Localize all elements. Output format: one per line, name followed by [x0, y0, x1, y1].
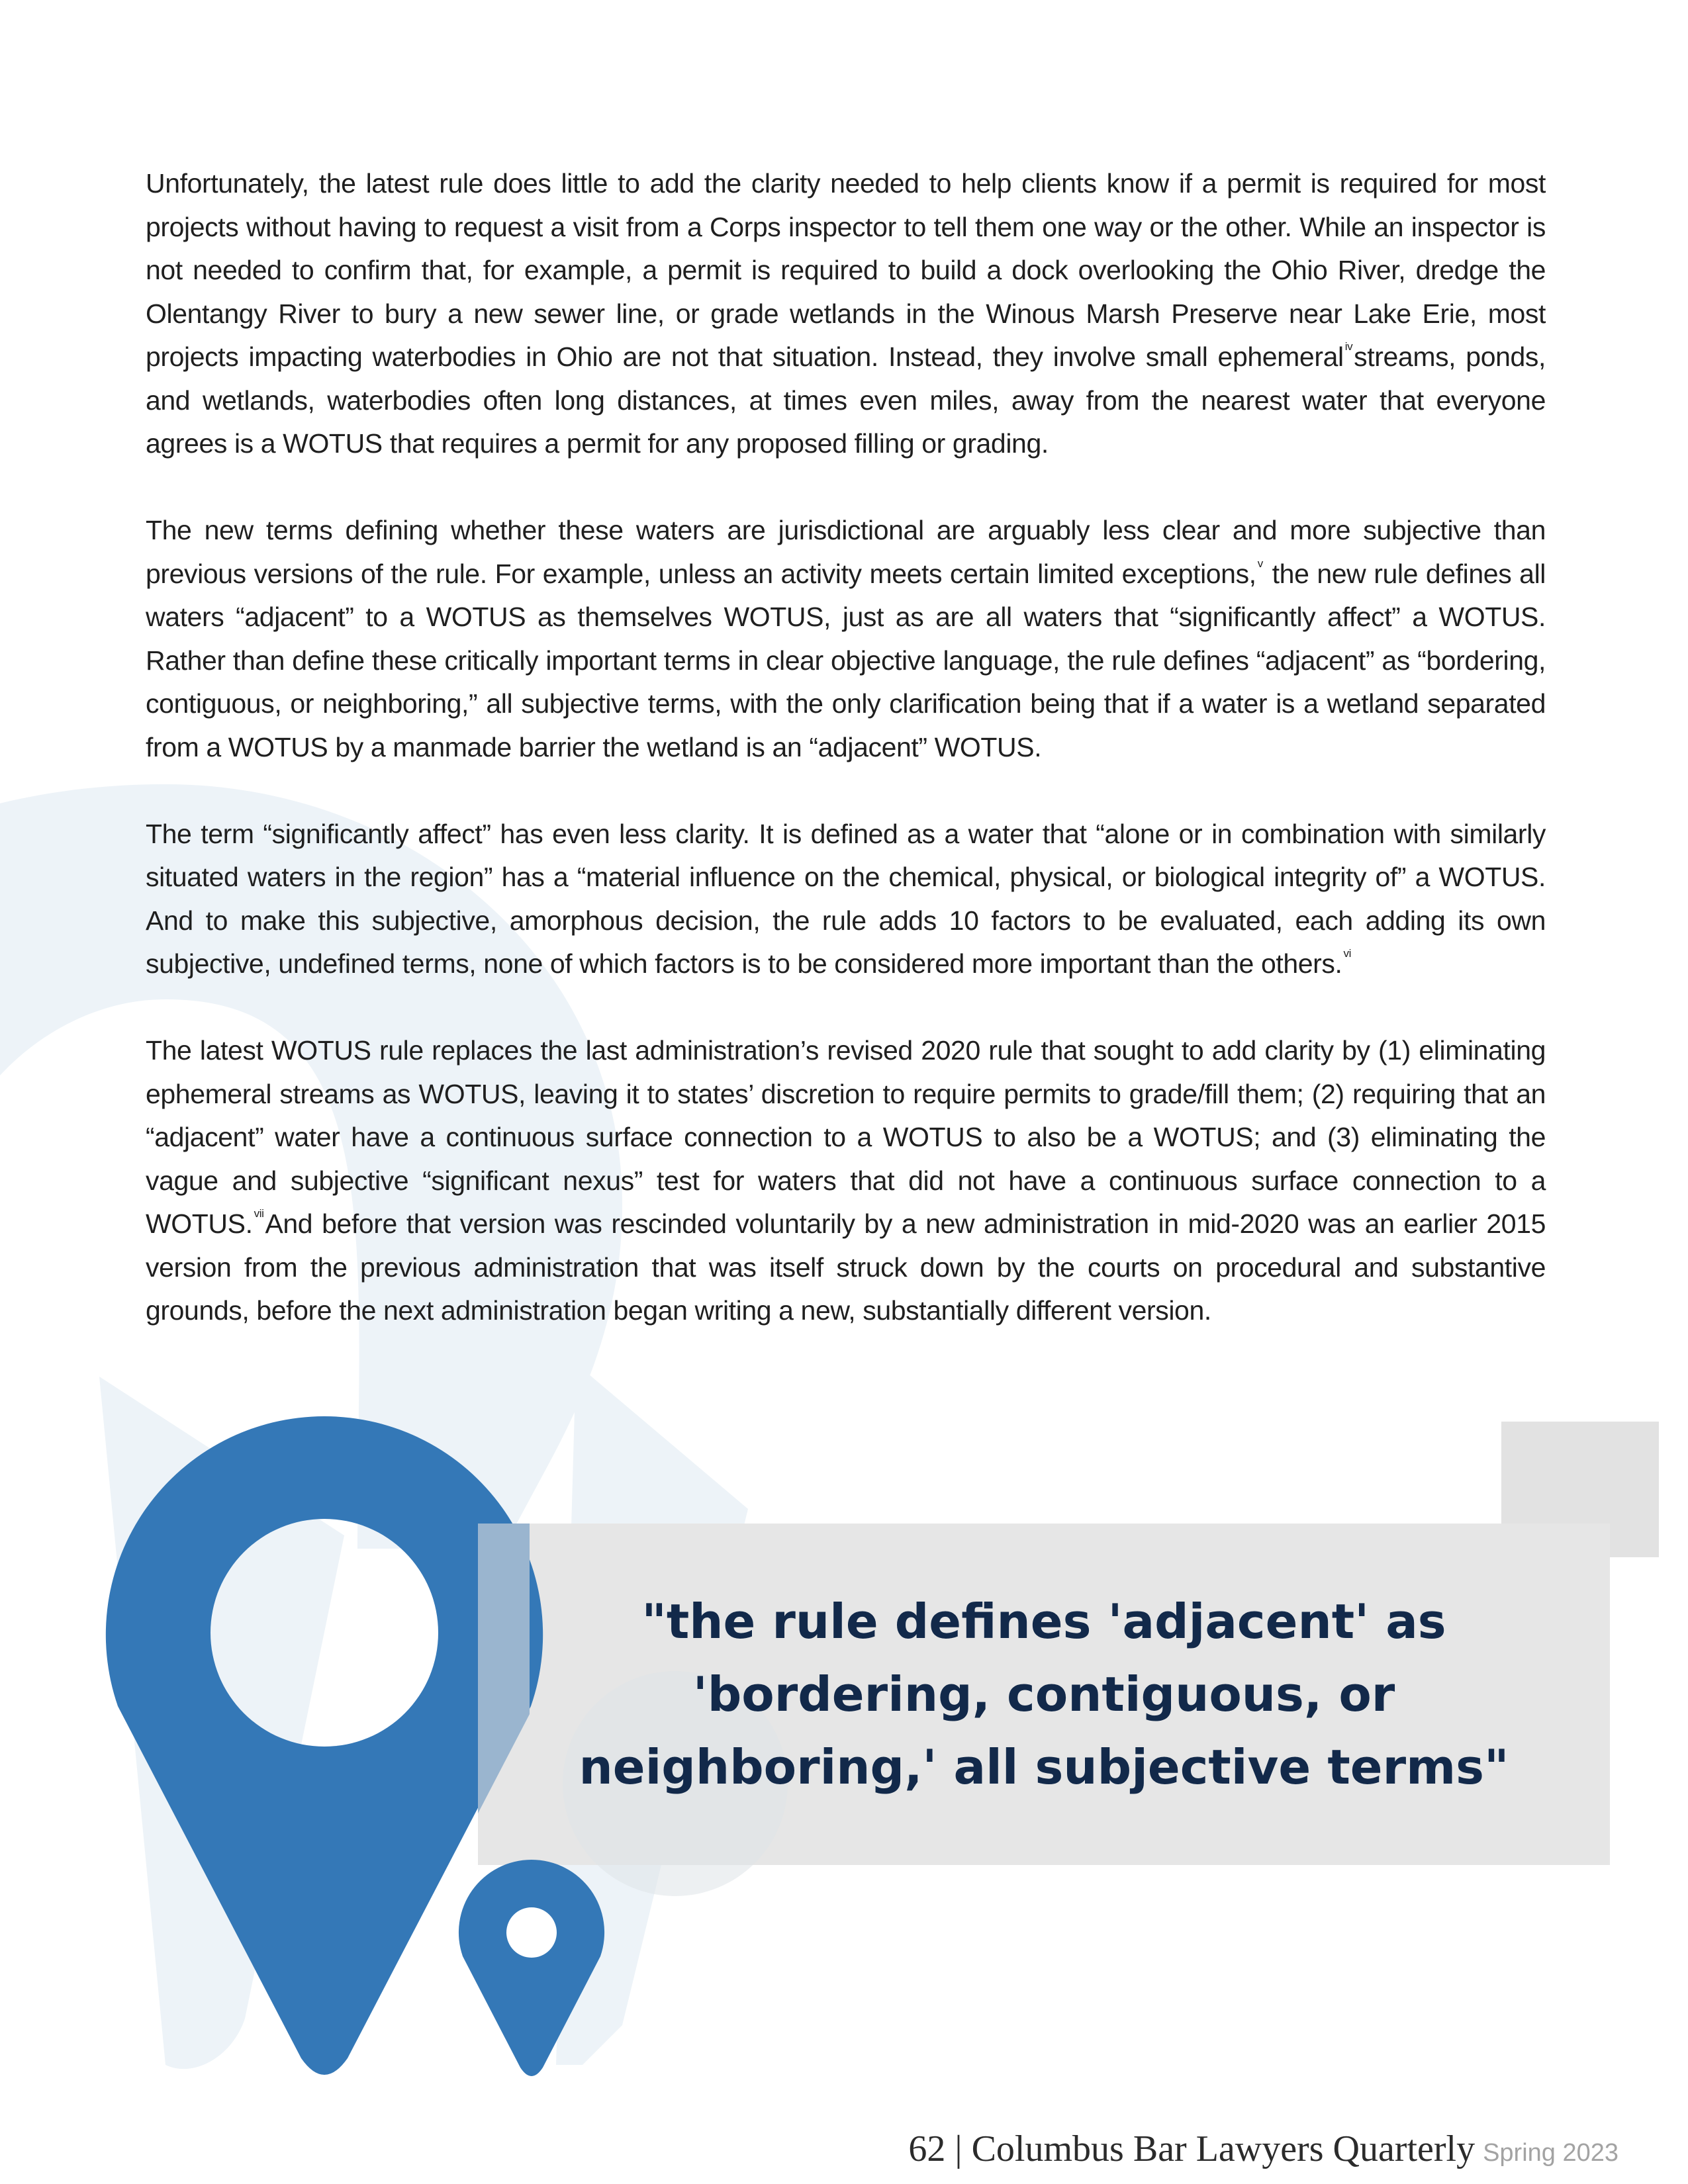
- paragraph-text: streams, ponds, and wetlands, waterbodies often long distances, at times even miles, away from the nearest water that everyone agrees is a WOTUS that requires a permit for any proposed filling or grading.: [146, 341, 1546, 459]
- paragraph-text: the new rule defines all waters “adjacent” to a WOTUS as themselves WOTUS, just as are all waters that “significantly affect” a WOTUS. Rather than define these critically important terms in clear objective language, the rule defines “adjacent” as “bordering, contiguous, or neighboring,” all subjective terms, with the only clarification being that if a water is a wetland separated from a WOTUS by a manmade barrier the wetland is an “adjacent” WOTUS.: [146, 558, 1546, 762]
- pull-quote-text: "the rule defines 'adjacent' as 'bordering, contiguous, or neighboring,' all subjective terms": [579, 1594, 1509, 1795]
- article-paragraph-3: [146, 813, 1546, 986]
- endnote-marker: vi: [1343, 947, 1351, 960]
- paragraph-text: The term “significantly affect” has even less clarity. It is defined as a water that “alone or in combination with similarly situated waters in the region” has a “material influence on the chemical, physical, or biological integrity of” a WOTUS. And to make this subjective, amorphous decision, the rule adds 10 factors to be evaluated, each adding its own subjective, undefined terms, none of which factors is to be considered more important than the others.: [146, 818, 1546, 979]
- paragraph-text: Unfortunately, the latest rule does little to add the clarity needed to help clients know if a permit is required for most projects without having to request a visit from a Corps inspector to tell them one way or the other. While an inspector is not needed to confirm that, for example, a permit is required to build a dock overlooking the Ohio River, dredge the Olentangy River to bury a new sewer line, or grade wetlands in the Winous Marsh Preserve near Lake Erie, most projects impacting waterbodies in Ohio are not that situation. Instead, they involve small ephemeral: [146, 168, 1546, 372]
- paragraph-text: The latest WOTUS rule replaces the last administration’s revised 2020 rule that sought to add clarity by (1) eliminating ephemeral streams as WOTUS, leaving it to states’ discretion to require permits to grade/fill them; (2) requiring that an “adjacent” water have a continuous surface connection to a WOTUS to also be a WOTUS; and (3) eliminating the vague and subjective “significant nexus” test for waters that did not have a continuous surface connection to a WOTUS.: [146, 1035, 1546, 1239]
- issue-label: Spring 2023: [1483, 2139, 1618, 2167]
- page-footer: [908, 2128, 1618, 2170]
- footer-separator: |: [955, 2128, 962, 2169]
- article-body: [146, 162, 1546, 1376]
- endnote-marker: vii: [254, 1207, 264, 1220]
- paragraph-text: And before that version was rescinded voluntarily by a new administration in mid-2020 was an earlier 2015 version from the previous administration that was itself struck down by the courts on procedural and substantive grounds, before the next administration began writing a new, substantially different version.: [146, 1208, 1546, 1326]
- article-paragraph-2: [146, 509, 1546, 769]
- article-paragraph-1: [146, 162, 1546, 466]
- pull-quote: [478, 1524, 1610, 1865]
- page-number: 62: [908, 2128, 946, 2169]
- endnote-marker: iv: [1344, 340, 1353, 353]
- paragraph-text: The new terms defining whether these waters are jurisdictional are arguably less clear and more subjective than previous versions of the rule. For example, unless an activity meets certain limited exceptions,: [146, 515, 1546, 589]
- publication-title: Columbus Bar Lawyers Quarterly: [971, 2128, 1476, 2169]
- endnote-marker: v: [1257, 557, 1263, 570]
- article-paragraph-4: [146, 1029, 1546, 1333]
